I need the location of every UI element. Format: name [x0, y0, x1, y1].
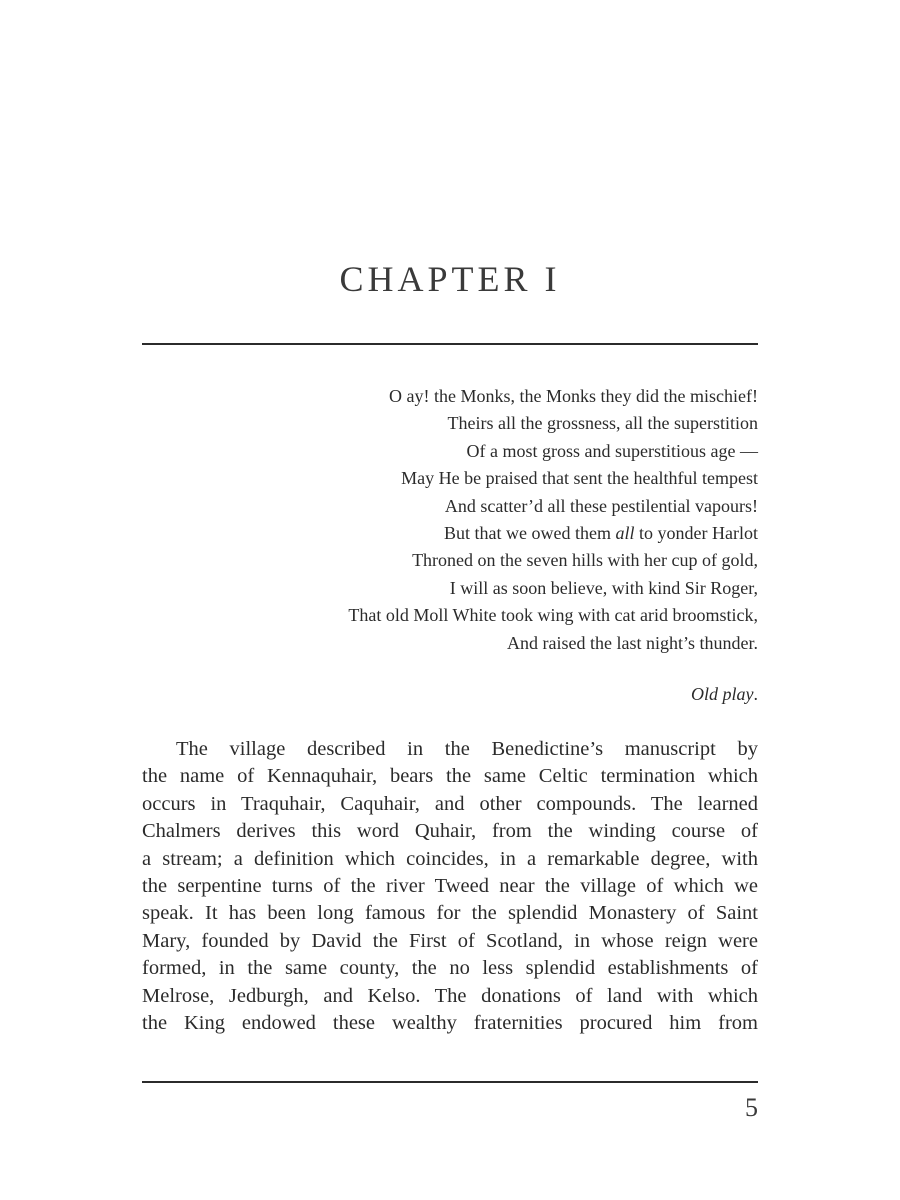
- epigraph-emphasis: all: [615, 523, 635, 544]
- body-line: Mary, founded by David the First of Scotland, in whose reign were: [142, 929, 758, 952]
- page-number: 5: [745, 1093, 758, 1122]
- epigraph-text: to yonder Harlot: [634, 523, 758, 544]
- body-line: occurs in Traquhair, Caquhair, and other compounds. The learned: [142, 792, 758, 815]
- epigraph-line: [198, 520, 758, 547]
- epigraph-line: I will as soon believe, with kind Sir Roger,: [449, 577, 758, 598]
- epigraph-line: And raised the last night’s thunder.: [507, 632, 758, 653]
- epigraph-line: And scatter’d all these pestilential vapours!: [444, 495, 758, 516]
- attribution-period: .: [753, 684, 758, 704]
- body-line: the name of Kennaquhair, bears the same Celtic termination which: [142, 765, 758, 788]
- body-line: the serpentine turns of the river Tweed near the village of which we: [142, 875, 758, 898]
- epigraph-line: Throned on the seven hills with her cup of gold,: [412, 550, 758, 571]
- body-line: formed, in the same county, the no less splendid establishments of: [142, 957, 758, 980]
- body-line: Chalmers derives this word Quhair, from the winding course of: [142, 820, 758, 843]
- chapter-title: CHAPTER I: [339, 259, 561, 299]
- top-divider: [142, 343, 758, 345]
- epigraph-line: Of a most gross and superstitious age —: [466, 440, 758, 461]
- body-line: a stream; a definition which coincides, in a remarkable degree, with: [142, 847, 758, 870]
- body-line: the King endowed these wealthy fraternities procured him from: [142, 1012, 758, 1035]
- epigraph-line: May He be praised that sent the healthful tempest: [401, 468, 758, 489]
- epigraph-line: O ay! the Monks, the Monks they did the mischief!: [389, 386, 758, 406]
- epigraph-line: Theirs all the grossness, all the superstition: [447, 413, 758, 434]
- body-line: Melrose, Jedburgh, and Kelso. The donations of land with which: [142, 984, 758, 1007]
- bottom-divider: [142, 1081, 758, 1083]
- epigraph-text: But that we owed them: [444, 523, 616, 544]
- body-line: speak. It has been long famous for the splendid Monastery of Saint: [142, 902, 758, 925]
- attribution-text: Old play: [691, 684, 754, 704]
- body-line: The village described in the Benedictine’s manuscript by: [176, 738, 758, 760]
- epigraph: [198, 383, 758, 657]
- epigraph-attribution: [691, 684, 758, 705]
- body-paragraph: [142, 736, 758, 1037]
- epigraph-line: That old Moll White took wing with cat arid broomstick,: [348, 605, 758, 626]
